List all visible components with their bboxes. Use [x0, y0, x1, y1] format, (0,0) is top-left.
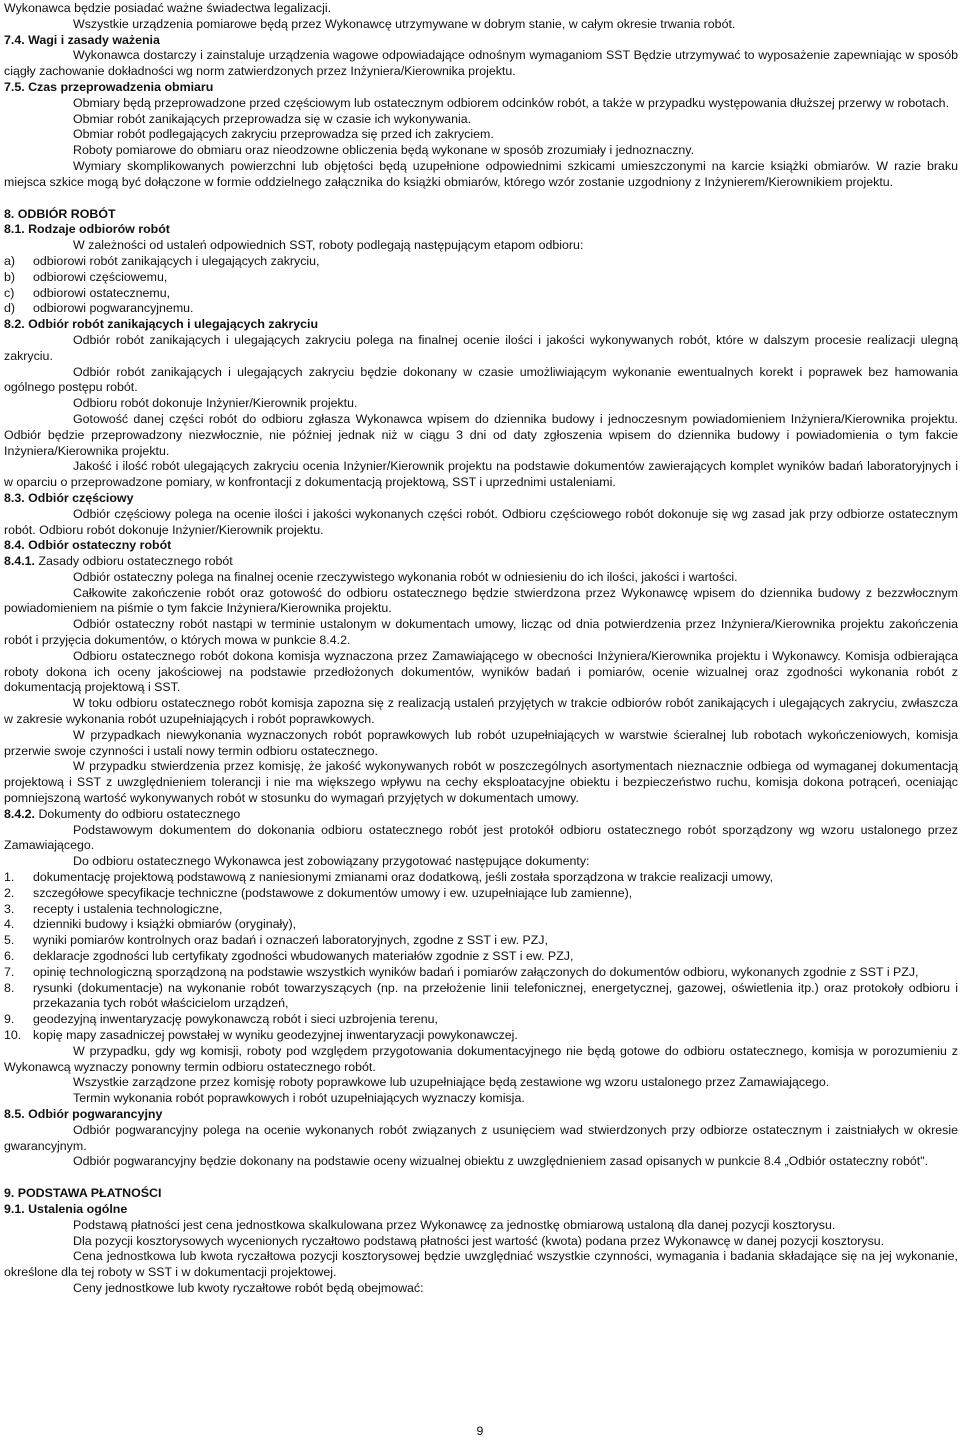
section-heading: 8.1. Rodzaje odbiorów robót — [4, 222, 170, 237]
list-item-text: geodezyjną inwentaryzację powykonawczą robót i sieci uzbrojenia terenu, — [33, 1012, 438, 1027]
list-item-text: szczegółowe specyfikacje techniczne (podstawowe z dokumentów umowy i ew. uzupełniające lub zamienne), — [33, 885, 633, 900]
paragraph: W przypadku stwierdzenia przez komisję, że jakość wykonywanych robót w poszczególnych asortymentach nieznacznie odbiega od wymaganej dokumentacją projektową i SST z uwzględnieniem tolerancji i nie ma większego wpływu na cechy eksploatacyjne obiektu i bezpieczeństwo ruchu, komisja dokona potrąceń, oceniając pomniejszoną wartość wykonywanych robót w stosunku do wymagań przyjętych w dokumentach umowy. — [4, 759, 958, 806]
list-item-text: dokumentację projektową podstawową z naniesionymi zmianami oraz dodatkową, jeśli została sporządzona w trakcie realizacji umowy, — [33, 870, 774, 885]
paragraph: Ceny jednostkowe lub kwoty ryczałtowe robót będą obejmować: — [73, 1280, 424, 1295]
paragraph: Odbiór pogwarancyjny polega na ocenie wykonanych robót związanych z usunięciem wad stwierdzonych przy odbiorze ostatecznym i zaistniałych w okresie gwarancyjnym. — [4, 1122, 958, 1153]
section-heading: 8.5. Odbiór pogwarancyjny — [4, 1106, 163, 1121]
list-item — [4, 1012, 958, 1028]
section-heading: 8.3. Odbiór częściowy — [4, 490, 134, 505]
paragraph: Dla pozycji kosztorysowych wycenionych ryczałtowo podstawą płatności jest wartość (kwota) podana przez Wykonawcę w danej pozycji kosztorysu. — [73, 1233, 885, 1248]
list-marker: 1. — [4, 870, 15, 885]
list-item — [4, 933, 958, 949]
paragraph: Gotowość danej części robót do odbioru zgłasza Wykonawca wpisem do dziennika budowy i jednoczesnym powiadomieniem Inżyniera/Kierownika projektu. Odbiór będzie przeprowadzony niezwłocznie, nie później jednak niż w ciągu 3 dni od daty zgłoszenia wpisem do dziennika budowy i powiadomienia o tym fakcie Inżyniera/Kierownika projektu. — [4, 411, 958, 458]
paragraph: Odbiór ostateczny robót nastąpi w terminie ustalonym w dokumentach umowy, licząc od dnia potwierdzenia przez Inżyniera/Kierownika projektu zakończenia robót i przyjęcia dokumentów, o których mowa w punkcie 8.4.2. — [4, 617, 958, 648]
subsection-number: 8.4.2. — [4, 806, 36, 821]
list-item — [4, 965, 958, 981]
paragraph: Całkowite zakończenie robót oraz gotowość do odbioru ostatecznego będzie stwierdzona przez Wykonawcę wpisem do dziennika budowy z bezzwłocznym powiadomieniem na piśmie o tym fakcie Inżyniera/Kierownika projektu. — [4, 585, 958, 616]
paragraph: Obmiar robót podlegających zakryciu przeprowadza się przed ich zakryciem. — [73, 127, 494, 142]
list-item — [4, 886, 958, 902]
paragraph: W przypadkach niewykonania wyznaczonych robót poprawkowych lub robót uzupełniających w warstwie ścieralnej lub robotach wykończeniowych, komisja przerwie swoje czynności i ustali nowy termin odbioru ostatecznego. — [4, 727, 958, 758]
list-item-text: odbiorowi robót zanikających i ulegających zakryciu, — [33, 253, 320, 268]
paragraph: Wykonawca będzie posiadać ważne świadectwa legalizacji. — [4, 1, 332, 15]
paragraph: Cena jednostkowa lub kwota ryczałtowa pozycji kosztorysowej będzie uwzględniać wszystkie czynności, wymagania i badania składające się na jej wykonanie, określone dla tej roboty w SST i w dokumentacji projektowej. — [4, 1249, 958, 1280]
list-item-text: odbiorowi pogwarancyjnemu. — [33, 301, 194, 316]
paragraph: Podstawą płatności jest cena jednostkowa skalkulowana przez Wykonawcę za jednostkę obmiarową ustaloną dla danej pozycji kosztorysu. — [73, 1217, 836, 1232]
list-marker: a) — [4, 253, 16, 268]
list-item — [4, 286, 958, 302]
list-item-text: deklaracje zgodności lub certyfikaty zgodności wbudowanych materiałów zgodnie z SST i ew. PZJ, — [33, 949, 574, 964]
list-item-text: rysunki (dokumentacje) na wykonanie robót towarzyszących (np. na przełożenie linii telefonicznej, energetycznej, gazowej, oświetlenia itp.) oraz protokoły odbioru i przekazania tych robót właścicielom urządzeń, — [33, 980, 958, 1011]
paragraph: Odbiór ostateczny polega na finalnej ocenie rzeczywistego wykonania robót w odniesieniu do ich ilości, jakości i wartości. — [73, 569, 738, 584]
paragraph: Wszystkie zarządzone przez komisję roboty poprawkowe lub uzupełniające będą zestawione wg wzoru ustalonego przez Zamawiającego. — [73, 1075, 830, 1090]
list-marker: c) — [4, 285, 15, 300]
list-item — [4, 254, 958, 270]
section-heading: 7.4. Wagi i zasady ważenia — [4, 32, 160, 47]
paragraph: Odbiór pogwarancyjny będzie dokonany na podstawie oceny wizualnej obiektu z uwzględnieniem zasad opisanych w punkcie 8.4 „Odbiór ostateczny robót". — [73, 1154, 929, 1169]
subsection-title: Dokumenty do odbioru ostatecznego — [35, 806, 241, 821]
section-heading: 8. ODBIÓR ROBÓT — [4, 206, 116, 221]
paragraph: Obmiar robót zanikających przeprowadza się w czasie ich wykonywania. — [73, 111, 472, 126]
paragraph: Odbiór robót zanikających i ulegających zakryciu polega na finalnej ocenie ilości i jakości wykonywanych robót, które w dalszym procesie realizacji ulegną zakryciu. — [4, 332, 958, 363]
list-item-text: kopię mapy zasadniczej powstałej w wyniku geodezyjnej inwentaryzacji powykonawczej. — [33, 1028, 518, 1042]
paragraph: Wykonawca dostarczy i zainstaluje urządzenia wagowe odpowiadające odnośnym wymaganiom SST Będzie utrzymywać to wyposażenie zapewniając w sposób ciągły zachowanie dokładności wg norm zatwierdzonych przez Inżyniera/Kierownika projektu. — [4, 48, 958, 79]
paragraph: W toku odbioru ostatecznego robót komisja zapozna się z realizacją ustaleń przyjętych w trakcie odbiorów robót zanikających i ulegających zakryciu, zwłaszcza w zakresie wykonania robót uzupełniających i robót poprawkowych. — [4, 696, 958, 727]
paragraph: Roboty pomiarowe do obmiaru oraz nieodzowne obliczenia będą wykonane w sposób zrozumiały i jednoznaczny. — [73, 143, 695, 158]
list-item-text: odbiorowi częściowemu, — [33, 269, 168, 284]
section-heading: 9. PODSTAWA PŁATNOŚCI — [4, 1186, 162, 1201]
list-marker: 3. — [4, 901, 15, 916]
list-marker: 9. — [4, 1012, 15, 1027]
list-item-text: opinię technologiczną sporządzoną na podstawie wszystkich wyników badań i pomiarów załączonych do dokumentów odbioru, wykonanych zgodnie z SST i PZJ, — [33, 964, 919, 979]
list-marker: d) — [4, 301, 16, 316]
paragraph: Wymiary skomplikowanych powierzchni lub objętości będą uzupełnione odpowiednimi szkicami umieszczonymi na karcie książki obmiarów. W razie braku miejsca szkice mogą być dołączone w formie oddzielnego załącznika do książki obmiarów, którego wzór zostanie uzgodniony z Inżynierem/Kierownikiem projektu. — [4, 158, 958, 189]
paragraph: Odbioru ostatecznego robót dokona komisja wyznaczona przez Zamawiającego w obecności Inżyniera/Kierownika projektu i Wykonawcy. Komisja odbierająca roboty dokona ich oceny jakościowej na podstawie przedłożonych dokumentów, wyników badań i pomiarów, ocenie wizualnej oraz zgodności wykonania robót z dokumentacją projektową i SST. — [4, 648, 958, 695]
list-item-text: odbiorowi ostatecznemu, — [33, 285, 171, 300]
section-heading: 8.4. Odbiór ostateczny robót — [4, 538, 172, 553]
paragraph: Wszystkie urządzenia pomiarowe będą przez Wykonawcę utrzymywane w dobrym stanie, w całym okresie trwania robót. — [73, 16, 736, 31]
list-marker: 5. — [4, 933, 15, 948]
list-item — [4, 949, 958, 965]
list-item — [4, 1028, 958, 1044]
subsection-heading — [4, 554, 958, 570]
paragraph: Obmiary będą przeprowadzone przed częściowym lub ostatecznym odbiorem odcinków robót, a także w przypadku występowania dłuższej przerwy w robotach. — [73, 95, 950, 110]
section-heading: 7.5. Czas przeprowadzenia obmiaru — [4, 79, 214, 94]
section-heading: 9.1. Ustalenia ogólne — [4, 1201, 128, 1216]
paragraph: Jakość i ilość robót ulegających zakryciu ocenia Inżynier/Kierownik projektu na podstawie dokumentów zawierających komplet wyników badań laboratoryjnych i w oparciu o przeprowadzone pomiary, w konfrontacji z dokumentacją projektową, SST i uprzednimi ustaleniami. — [4, 459, 958, 490]
list-marker: 10. — [4, 1028, 22, 1042]
paragraph: W zależności od ustaleń odpowiednich SST, roboty podlegają następującym etapom odbioru: — [73, 238, 584, 253]
list-item — [4, 870, 958, 886]
subsection-heading — [4, 807, 958, 823]
page-number: 9 — [476, 1424, 484, 1438]
list-marker: 4. — [4, 917, 15, 932]
subsection-number: 8.4.1. — [4, 554, 36, 569]
paragraph: Do odbioru ostatecznego Wykonawca jest zobowiązany przygotować następujące dokumenty: — [73, 854, 590, 869]
list-item — [4, 270, 958, 286]
list-item — [4, 917, 958, 933]
paragraph: Odbioru robót dokonuje Inżynier/Kierownik projektu. — [73, 396, 358, 411]
list-item — [4, 902, 958, 918]
list-item — [4, 981, 958, 1013]
paragraph: W przypadku, gdy wg komisji, roboty pod względem przygotowania dokumentacyjnego nie będą gotowe do odbioru ostatecznego, komisja w porozumieniu z Wykonawcą wyznaczy ponowny termin odbioru ostatecznego robót. — [4, 1043, 958, 1074]
list-item — [4, 301, 958, 317]
paragraph: Odbiór robót zanikających i ulegających zakryciu będzie dokonany w czasie umożliwiającym wykonanie ewentualnych korekt i poprawek bez hamowania ogólnego postępu robót. — [4, 364, 958, 395]
list-marker: 8. — [4, 980, 15, 995]
paragraph: Termin wykonania robót poprawkowych i robót uzupełniających wyznaczy komisja. — [73, 1091, 525, 1106]
list-marker: 6. — [4, 949, 15, 964]
list-item-text: dzienniki budowy i książki obmiarów (oryginały), — [33, 917, 297, 932]
list-marker: 2. — [4, 885, 15, 900]
subsection-title: Zasady odbioru ostatecznego robót — [35, 554, 233, 569]
section-heading: 8.2. Odbiór robót zanikających i ulegających zakryciu — [4, 317, 319, 332]
list-item-text: wyniki pomiarów kontrolnych oraz badań i oznaczeń laboratoryjnych, zgodne z SST i ew. PZJ, — [33, 933, 548, 948]
document-page — [4, 1, 958, 1297]
list-marker: 7. — [4, 964, 15, 979]
paragraph: Odbiór częściowy polega na ocenie ilości i jakości wykonanych części robót. Odbioru częściowego robót dokonuje się wg zasad jak przy odbiorze ostatecznym robót. Odbioru robót dokonuje Inżynier/Kierownik projektu. — [4, 506, 958, 537]
list-item-text: recepty i ustalenia technologiczne, — [33, 901, 223, 916]
paragraph: Podstawowym dokumentem do dokonania odbioru ostatecznego robót jest protokół odbioru ostatecznego robót sporządzony wg wzoru ustalonego przez Zamawiającego. — [4, 822, 958, 853]
list-marker: b) — [4, 269, 16, 284]
